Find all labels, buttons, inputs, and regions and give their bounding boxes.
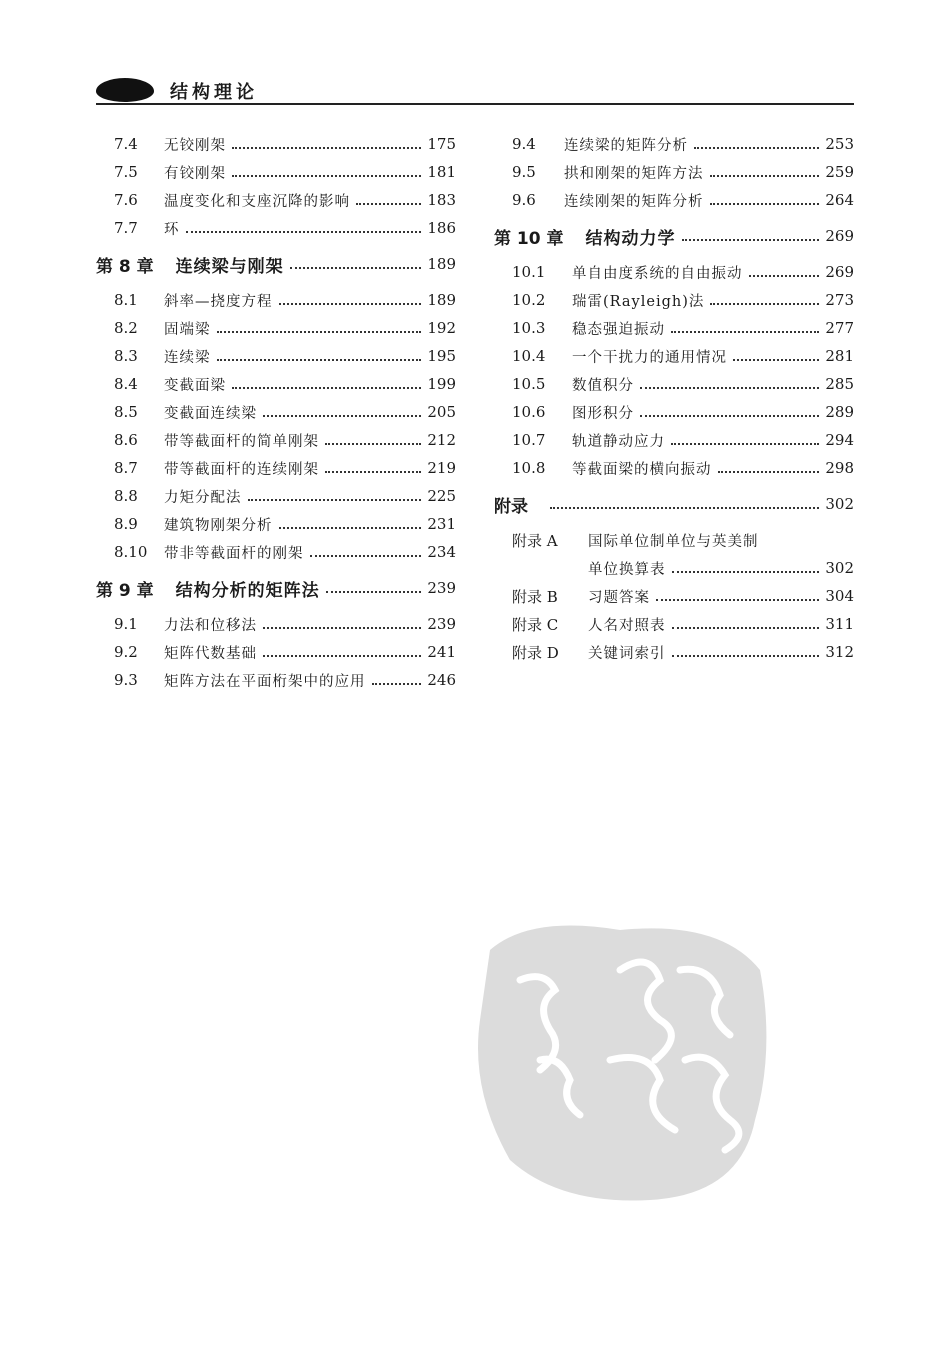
- toc-entry[interactable]: 附录 C 人名对照表 311: [512, 615, 854, 634]
- toc-entry[interactable]: 8.9 建筑物刚架分析 231: [114, 515, 456, 534]
- section-group-9b: [494, 130, 854, 214]
- toc-entry[interactable]: 附录 A 国际单位制单位与英美制: [512, 531, 759, 550]
- section-group-7: [96, 130, 456, 242]
- toc-entry[interactable]: 10.3 稳态强迫振动 277: [512, 319, 854, 338]
- chapter-10-heading[interactable]: 第 10 章 结构动力学 269: [494, 227, 854, 249]
- toc-entry[interactable]: 8.5 变截面连续梁 205: [114, 403, 456, 422]
- toc-entry[interactable]: 9.3 矩阵方法在平面桁架中的应用 246: [114, 671, 456, 690]
- chapter-8-heading[interactable]: 第 8 章 连续梁与刚架 189: [96, 255, 456, 277]
- section-group-8: [96, 286, 456, 566]
- toc-entry[interactable]: 7.6 温度变化和支座沉降的影响 183: [114, 191, 456, 210]
- page-header: [96, 72, 854, 106]
- toc-entry[interactable]: 8.1 斜率—挠度方程 189: [114, 291, 456, 310]
- toc-entry[interactable]: 7.4 无铰刚架 175: [114, 135, 456, 154]
- toc-entry[interactable]: 9.5 拱和刚架的矩阵方法 259: [512, 163, 854, 182]
- toc-right-column: [494, 130, 854, 666]
- toc-entry[interactable]: 8.10 带非等截面杆的刚架 234: [114, 543, 456, 562]
- header-rule: [96, 103, 854, 105]
- toc-entry[interactable]: 8.7 带等截面杆的连续刚架 219: [114, 459, 456, 478]
- toc-entry[interactable]: 8.4 变截面梁 199: [114, 375, 456, 394]
- toc-entry[interactable]: 10.7 轨道静动应力 294: [512, 431, 854, 450]
- toc-entry[interactable]: 7.5 有铰刚架 181: [114, 163, 456, 182]
- seal-watermark: [470, 910, 780, 1210]
- toc-entry[interactable]: 附录 D 关键词索引 312: [512, 643, 854, 662]
- chapter-9-heading[interactable]: 第 9 章 结构分析的矩阵法 239: [96, 579, 456, 601]
- toc-left-column: [96, 130, 456, 694]
- toc-entry[interactable]: 9.4 连续梁的矩阵分析 253: [512, 135, 854, 154]
- book-title: 结构理论: [170, 82, 258, 103]
- toc-entry[interactable]: 10.6 图形积分 289: [512, 403, 854, 422]
- toc-entry[interactable]: 10.2 瑞雷(Rayleigh)法 273: [512, 291, 854, 310]
- toc-entry[interactable]: 8.6 带等截面杆的简单刚架 212: [114, 431, 456, 450]
- toc-entry[interactable]: 9.2 矩阵代数基础 241: [114, 643, 456, 662]
- toc-entry[interactable]: 9.6 连续刚架的矩阵分析 264: [512, 191, 854, 210]
- toc-entry[interactable]: 10.5 数值积分 285: [512, 375, 854, 394]
- toc-entry[interactable]: 10.1 单自由度系统的自由振动 269: [512, 263, 854, 282]
- toc-entry[interactable]: 8.2 固端梁 192: [114, 319, 456, 338]
- header-ornament: [96, 78, 154, 102]
- toc-entry-continuation[interactable]: 单位换算表 302: [588, 559, 854, 578]
- toc-entry[interactable]: 7.7 环 186: [114, 219, 456, 238]
- toc-entry[interactable]: 9.1 力法和位移法 239: [114, 615, 456, 634]
- section-group-10: [494, 258, 854, 482]
- appendix-group: [494, 526, 854, 666]
- toc-entry[interactable]: 10.4 一个干扰力的通用情况 281: [512, 347, 854, 366]
- toc-entry[interactable]: 8.8 力矩分配法 225: [114, 487, 456, 506]
- appendix-heading[interactable]: 附录 302: [494, 495, 854, 517]
- toc-entry[interactable]: 8.3 连续梁 195: [114, 347, 456, 366]
- section-group-9a: [96, 610, 456, 694]
- toc-entry[interactable]: 附录 B 习题答案 304: [512, 587, 854, 606]
- toc-entry[interactable]: 10.8 等截面梁的横向振动 298: [512, 459, 854, 478]
